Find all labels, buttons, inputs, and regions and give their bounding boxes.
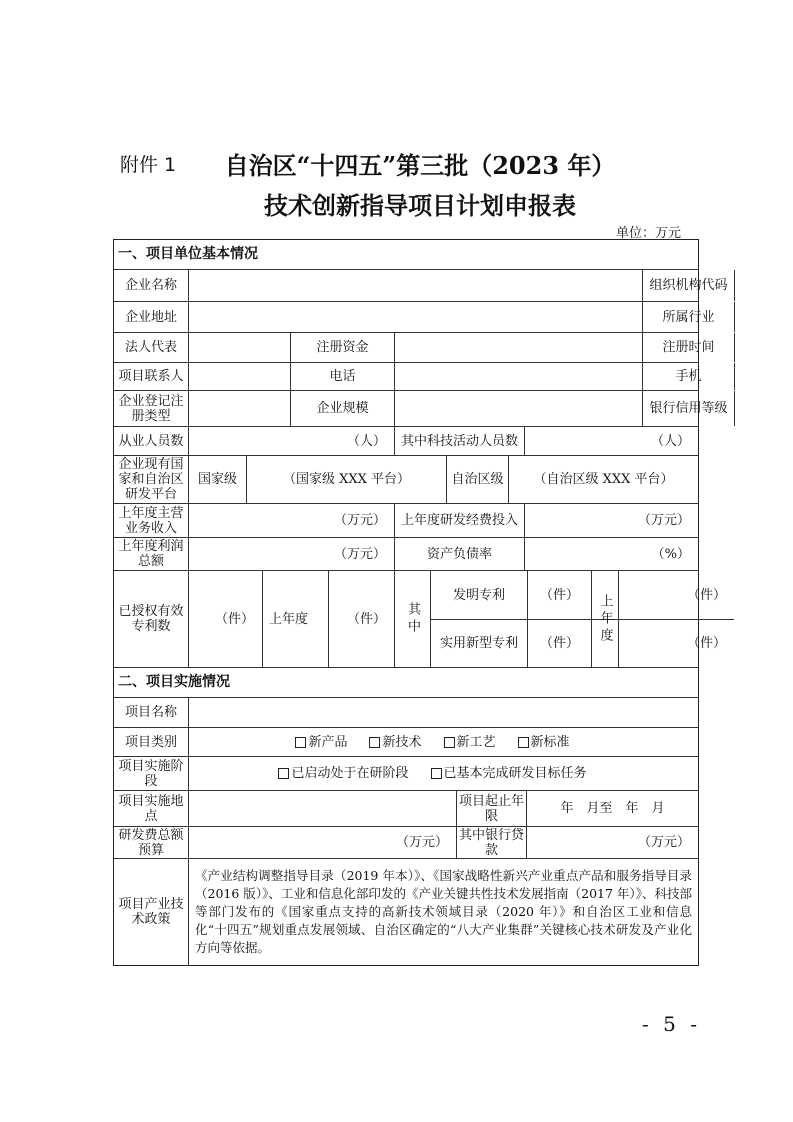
- phone-label: 电话: [290, 363, 394, 390]
- regional-label: 自治区级: [446, 456, 508, 503]
- industry-field[interactable]: [734, 302, 739, 332]
- national-label: 国家级: [188, 456, 246, 503]
- reg-time-label: 注册时间: [642, 333, 734, 362]
- utility-last-year-field[interactable]: （件）: [618, 619, 734, 667]
- table-row: [114, 455, 698, 503]
- legal-rep-label: 法人代表: [124, 340, 177, 355]
- table-row: [114, 697, 698, 727]
- table-row: [114, 727, 698, 756]
- industry-label: 所属行业: [642, 302, 734, 332]
- patents-last-year-field[interactable]: （件）: [328, 571, 394, 667]
- credit-field[interactable]: [734, 391, 739, 426]
- page-title: 自治区“十四五”第三批（2023 年）: [224, 151, 616, 180]
- checkbox-icon: [278, 768, 289, 779]
- tech-staff-label: 其中科技活动人员数: [394, 427, 524, 455]
- rd-budget-label: 研发费总额预算: [118, 827, 184, 858]
- section1-heading: 一、项目单位基本情况: [118, 246, 258, 262]
- table-row: [114, 332, 715, 362]
- table-row: [114, 301, 715, 332]
- bank-loan-label: 其中银行贷款: [456, 827, 526, 858]
- reg-capital-field[interactable]: [394, 333, 642, 362]
- period-field[interactable]: 年 月至 年 月: [526, 791, 698, 826]
- rd-invest-label: 上年度研发经费投入: [394, 504, 524, 537]
- table-row: [114, 756, 698, 790]
- profit-field[interactable]: （万元）: [188, 538, 394, 570]
- period-label: 项目起止年限: [456, 791, 526, 826]
- employees-label: 从业人员数: [118, 433, 184, 449]
- contact-field[interactable]: [188, 363, 290, 390]
- category-option[interactable]: 新标准: [518, 735, 570, 750]
- reg-capital-label: 注册资金: [290, 333, 394, 362]
- org-code-field[interactable]: [734, 270, 739, 301]
- unit-note: 单位：万元: [615, 226, 681, 241]
- stage-label: 项目实施阶段: [118, 758, 184, 789]
- debt-ratio-label: 资产负债率: [394, 538, 524, 570]
- patents-field[interactable]: （件）: [188, 571, 262, 667]
- mobile-label: 手机: [642, 363, 734, 390]
- address-field[interactable]: [188, 302, 642, 332]
- revenue-label: 上年度主营业务收入: [118, 505, 184, 536]
- invention-field[interactable]: （件）: [527, 571, 591, 619]
- profit-label: 上年度利润总额: [118, 539, 184, 569]
- table-row: [114, 426, 698, 455]
- table-row: [114, 269, 728, 301]
- project-name-field[interactable]: [188, 698, 698, 727]
- legal-rep-field[interactable]: [188, 333, 290, 362]
- attachment-label: 附件 1: [120, 154, 177, 176]
- rd-platform-label: 企业现有国家和自治区研发平台: [118, 457, 184, 502]
- policy-text: 《产业结构调整指导目录（2019 年本）》、《国家战略性新兴产业重点产品和服务指导目录（2016 版）》、工业和信息化部印发的《产业关键共性技术发展指南（2017 年）》、科技部等部门发布的《国家重点支持的高新技术领域目录（2020 年）》和自治区工业和信息化“十四五”规划重点发展领域、自治区确定的“八大产业集群”关键核心技术研发及产业化方向等依据。: [188, 859, 698, 965]
- reg-type-label: 企业登记注册类型: [118, 393, 184, 424]
- patent-types-block: [430, 571, 734, 667]
- employees-field[interactable]: （人）: [188, 427, 394, 455]
- checkbox-icon: [444, 737, 455, 748]
- policy-label: 项目产业技术政策: [118, 897, 184, 927]
- table-row: [114, 362, 702, 390]
- scale-label: 企业规模: [290, 391, 394, 426]
- bank-loan-field[interactable]: （万元）: [526, 827, 698, 858]
- utility-field[interactable]: （件）: [527, 619, 591, 667]
- category-label: 项目类别: [124, 734, 177, 750]
- checkbox-icon: [518, 737, 529, 748]
- project-name-label: 项目名称: [124, 705, 177, 720]
- table-row: [114, 503, 698, 537]
- section2-heading: 二、项目实施情况: [118, 674, 230, 690]
- invention-last-year-field[interactable]: （件）: [618, 571, 734, 619]
- section-heading-row: [114, 667, 698, 697]
- category-option[interactable]: 新产品: [295, 735, 347, 750]
- stage-option[interactable]: 已启动处于在研阶段: [278, 766, 408, 781]
- utility-label: 实用新型专利: [430, 619, 527, 667]
- checkbox-icon: [369, 737, 380, 748]
- checkbox-icon: [295, 737, 306, 748]
- regional-field[interactable]: （自治区级 XXX 平台）: [508, 456, 698, 503]
- patents-row: [114, 570, 726, 667]
- reg-time-field[interactable]: [734, 333, 739, 362]
- among-label: 其中: [394, 571, 430, 667]
- phone-field[interactable]: [394, 363, 642, 390]
- patents-label: 已授权有效专利数: [118, 604, 184, 634]
- section-heading-row: [114, 240, 698, 269]
- application-form-table: [113, 239, 728, 966]
- company-name-label: 企业名称: [124, 278, 177, 293]
- table-row: [114, 537, 698, 570]
- debt-ratio-field[interactable]: （%）: [524, 538, 698, 570]
- credit-label: 银行信用等级: [642, 391, 734, 426]
- tech-staff-field[interactable]: （人）: [524, 427, 698, 455]
- national-field[interactable]: （国家级 XXX 平台）: [246, 456, 446, 503]
- rd-budget-field[interactable]: （万元）: [188, 827, 456, 858]
- checkbox-icon: [431, 768, 442, 779]
- scale-field[interactable]: [394, 391, 642, 426]
- page-number: - 5 -: [642, 1012, 701, 1036]
- address-label: 企业地址: [124, 309, 177, 325]
- stage-options: [188, 757, 698, 790]
- rd-invest-field[interactable]: （万元）: [524, 504, 698, 537]
- category-option[interactable]: 新工艺: [444, 735, 496, 750]
- mobile-field[interactable]: [734, 363, 739, 390]
- page-subtitle: 技术创新指导项目计划申报表: [264, 191, 576, 220]
- table-row: [114, 858, 698, 965]
- invention-label: 发明专利: [430, 571, 527, 619]
- reg-type-field[interactable]: [188, 391, 290, 426]
- location-label: 项目实施地点: [118, 793, 184, 824]
- stage-option[interactable]: 已基本完成研发目标任务: [431, 766, 587, 781]
- revenue-field[interactable]: （万元）: [188, 504, 394, 537]
- org-code-label: 组织机构代码: [642, 270, 734, 301]
- patents-last-year-label: 上年度: [262, 571, 328, 667]
- table-row: [114, 390, 728, 426]
- category-options: [188, 728, 698, 756]
- table-row: [114, 790, 698, 826]
- location-field[interactable]: [188, 791, 456, 826]
- table-row: [114, 826, 698, 858]
- company-name-field[interactable]: [188, 270, 642, 301]
- category-option[interactable]: 新技术: [369, 735, 421, 750]
- patent-last-year-vertical-label: 上年度: [591, 571, 618, 667]
- contact-label: 项目联系人: [118, 369, 184, 384]
